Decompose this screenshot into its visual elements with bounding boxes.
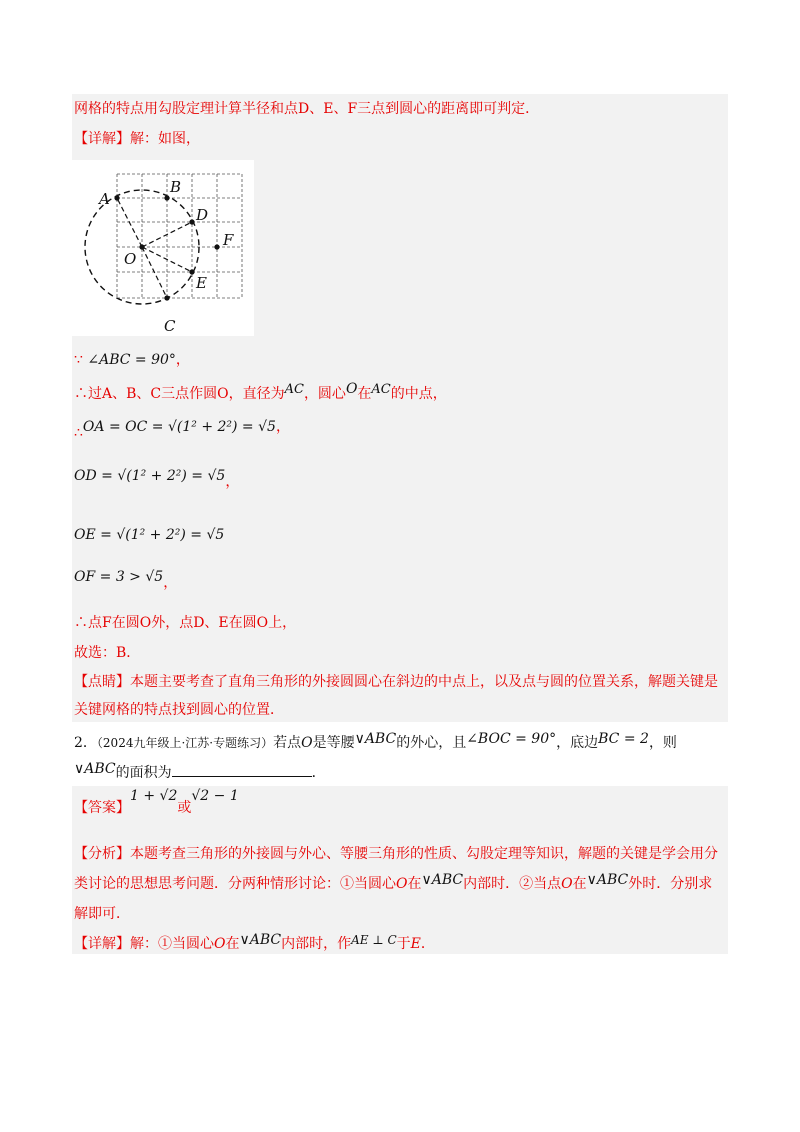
step-1: ∵ ∠ABC = 90°， bbox=[74, 352, 190, 368]
od-math: OD = √(1² + 2²) = √5 bbox=[74, 468, 226, 484]
analysis2-line-2: 类讨论的思想思考问题．分两种情形讨论：①当圆心O在∨ABC内部时．②当点O在∨ABC外时．分别求 bbox=[74, 872, 713, 892]
detail2-line: 【详解】解：①当圆心O在∨ABC内部时，作AE ⊥ C于E． bbox=[74, 932, 435, 952]
comment-line-1: 【点睛】本题主要考查了直角三角形的外接圆圆心在斜边的中点上，以及点与圆的位置关系，解题关键是 bbox=[74, 674, 718, 690]
label-D: D bbox=[196, 206, 209, 224]
grid-circle-diagram bbox=[72, 160, 254, 336]
detail-line bbox=[74, 129, 200, 149]
analysis-tail: 网格的特点用勾股定理计算半径和点D、E、F三点到圆心的距离即可判定． bbox=[74, 101, 540, 117]
answer-label: 【答案】 bbox=[74, 800, 130, 816]
comment-label: 【点睛】 bbox=[74, 674, 130, 690]
answer-value-2: √2 − 1 bbox=[191, 788, 239, 804]
step-3: ∴OA = OC = √(1² + 2²) = √5， bbox=[74, 419, 290, 441]
oa-oc-math: OA = OC = √(1² + 2²) = √5 bbox=[82, 419, 276, 435]
detail2-label: 【详解】 bbox=[74, 936, 130, 952]
answer-line: 【答案】1 + √2或√2 − 1 bbox=[74, 788, 239, 816]
of-math: OF = 3 > √5 bbox=[74, 569, 164, 585]
answer-blank bbox=[172, 762, 312, 777]
step-6: OF = 3 > √5， bbox=[74, 569, 178, 591]
detail-label: 【详解】 bbox=[74, 131, 130, 147]
radius-segments bbox=[117, 198, 192, 298]
step-8: 故选：B． bbox=[74, 645, 141, 661]
oe-math: OE = √(1² + 2²) = √5 bbox=[74, 527, 225, 543]
label-O: O bbox=[124, 250, 137, 268]
analysis2-label: 【分析】 bbox=[74, 846, 130, 862]
step-7: ∴点F在圆O外，点D、E在圆O上， bbox=[74, 615, 297, 631]
angle-abc-math: ∠ABC = 90° bbox=[87, 352, 176, 368]
question-2-line-1: 2．（2024九年级上·江苏·专题练习）若点O是等腰∨ABC的外心，且∠BOC = 90°，底边BC = 2，则 bbox=[74, 731, 677, 751]
detail-text: 解：如图， bbox=[130, 131, 200, 147]
label-C: C bbox=[164, 317, 176, 335]
comment-line-2: 关键网格的特点找到圆心的位置． bbox=[74, 702, 284, 718]
label-A: A bbox=[99, 190, 110, 208]
answer-value-1: 1 + √2 bbox=[130, 788, 178, 804]
question-2-line-2: ∨ABC的面积为 ． bbox=[74, 761, 326, 781]
analysis2-line-3: 解即可． bbox=[74, 906, 130, 922]
analysis2-line-1: 【分析】本题考查三角形的外接圆与外心、等腰三角形的性质、勾股定理等知识，解题的关键是学会用分 bbox=[74, 846, 718, 862]
step-2: ∴过A、B、C三点作圆O，直径为AC，圆心O在AC的中点， bbox=[74, 381, 447, 402]
step-5 bbox=[74, 525, 224, 545]
label-F: F bbox=[223, 231, 234, 249]
label-B: B bbox=[170, 178, 182, 196]
geometry-figure bbox=[72, 160, 254, 336]
label-E: E bbox=[196, 274, 207, 292]
step-4: OD = √(1² + 2²) = √5， bbox=[74, 468, 240, 490]
